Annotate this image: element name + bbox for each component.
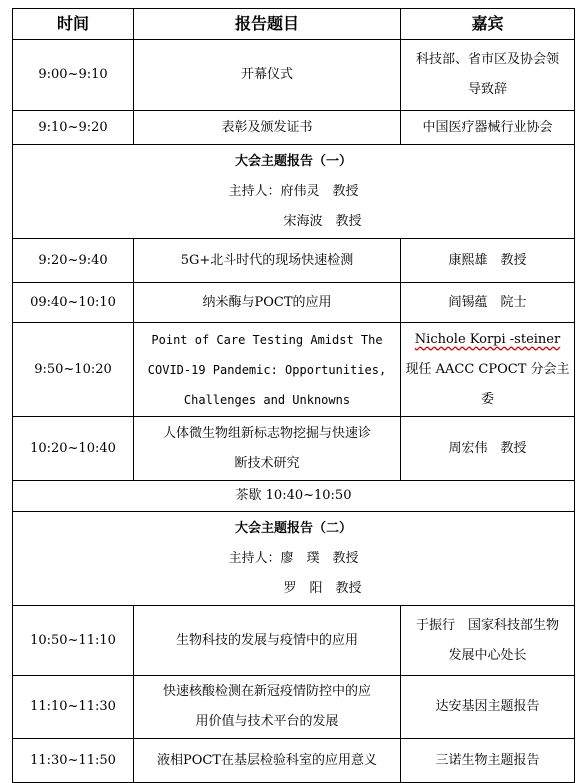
time-cell: 9:10~9:20 <box>13 111 134 145</box>
time-cell: 10:20~10:40 <box>13 417 134 481</box>
table-row <box>13 40 575 111</box>
time-cell: 09:40~10:10 <box>13 283 134 323</box>
header-time: 时间 <box>13 9 134 40</box>
topic-cell: 生物科技的发展与疫情中的应用 <box>134 606 401 676</box>
section-cell <box>13 512 575 606</box>
guest-cell: 康熙雄 教授 <box>401 239 575 283</box>
host-name: 廖 璞 教授 <box>280 550 359 566</box>
time-cell: 11:10~11:30 <box>13 676 134 739</box>
host-name: 罗 阳 教授 <box>283 580 362 596</box>
topic-cell: 快速核酸检测在新冠疫情防控中的应 用价值与技术平台的发展 <box>134 676 401 739</box>
topic-cell: Point of Care Testing Amidst The COVID-19 Pandemic: Opportunities, Challenges and Unknowns <box>134 323 401 417</box>
table-row <box>13 739 575 783</box>
guest-cell: 达安基因主题报告 <box>401 676 575 739</box>
host-line <box>16 574 571 604</box>
table-row <box>13 111 575 145</box>
schedule-table <box>12 8 575 783</box>
host-name: 宋海波 教授 <box>283 213 362 229</box>
header-row <box>13 9 575 40</box>
table-row <box>13 239 575 283</box>
table-row <box>13 323 575 417</box>
break-row <box>13 481 575 512</box>
host-label: 主持人： <box>228 183 281 199</box>
table-row <box>13 283 575 323</box>
guest-cell: 三诺生物主题报告 <box>401 739 575 783</box>
guest-cell: 周宏伟 教授 <box>401 417 575 481</box>
host-line <box>16 177 571 207</box>
host-line <box>16 544 571 574</box>
table-row <box>13 676 575 739</box>
topic-cell: 表彰及颁发证书 <box>134 111 401 145</box>
host-line <box>16 207 571 237</box>
time-cell: 9:50~10:20 <box>13 323 134 417</box>
header-guest: 嘉宾 <box>401 9 575 40</box>
table-row <box>13 417 575 481</box>
guest-cell: 中国医疗器械行业协会 <box>401 111 575 145</box>
header-topic: 报告题目 <box>134 9 401 40</box>
guest-cell: Nichole Korpi -steiner 现任 AACC CPOCT 分会主委 <box>401 323 575 417</box>
topic-cell: 纳米酶与POCT的应用 <box>134 283 401 323</box>
time-cell: 9:00~9:10 <box>13 40 134 111</box>
time-cell: 10:50~11:10 <box>13 606 134 676</box>
section-row <box>13 145 575 239</box>
section-cell <box>13 145 575 239</box>
topic-cell: 液相POCT在基层检验科室的应用意义 <box>134 739 401 783</box>
time-cell: 11:30~11:50 <box>13 739 134 783</box>
time-cell: 9:20~9:40 <box>13 239 134 283</box>
guest-cell: 阎锡蕴 院士 <box>401 283 575 323</box>
guest-cell: 于振行 国家科技部生物 发展中心处长 <box>401 606 575 676</box>
break-cell: 茶歇 10:40~10:50 <box>13 481 575 512</box>
guest-name: Nichole Korpi -steiner <box>414 331 561 347</box>
host-name: 府伟灵 教授 <box>280 183 359 199</box>
section-title: 大会主题报告（一） <box>234 153 352 169</box>
topic-cell: 开幕仪式 <box>134 40 401 111</box>
section-row <box>13 512 575 606</box>
section-title: 大会主题报告（二） <box>234 520 352 536</box>
topic-cell: 5G+北斗时代的现场快速检测 <box>134 239 401 283</box>
host-label: 主持人： <box>228 550 281 566</box>
table-row <box>13 606 575 676</box>
guest-cell: 科技部、省市区及协会领 导致辞 <box>401 40 575 111</box>
topic-cell: 人体微生物组新标志物挖掘与快速诊 断技术研究 <box>134 417 401 481</box>
